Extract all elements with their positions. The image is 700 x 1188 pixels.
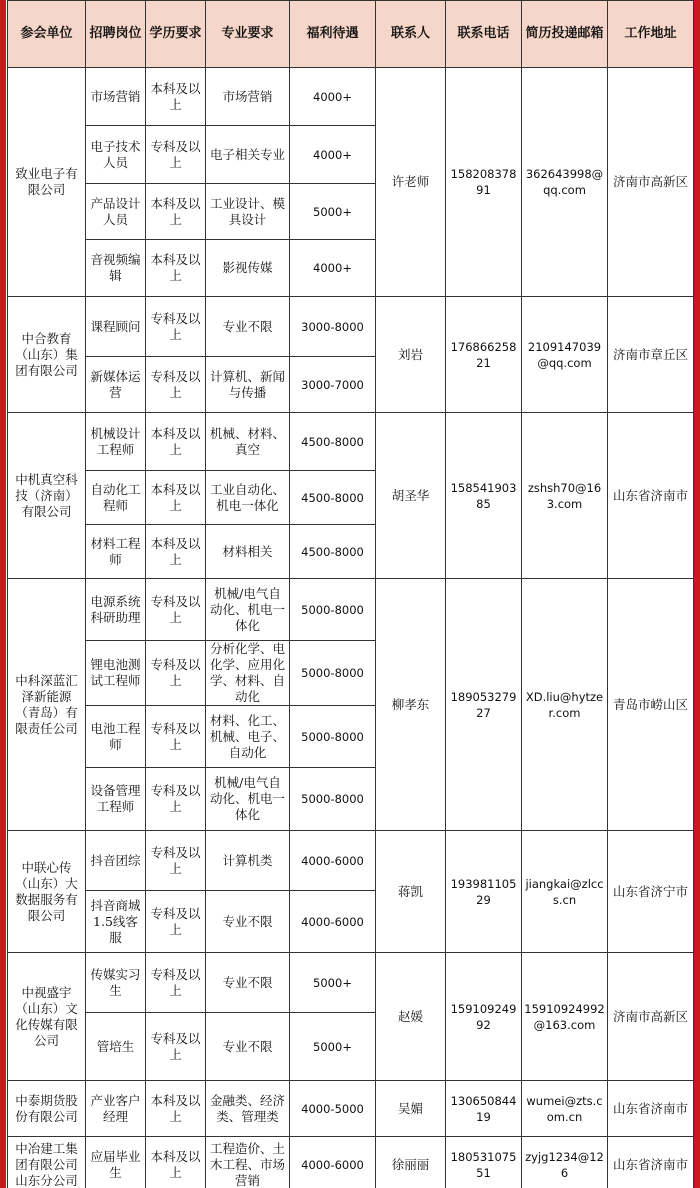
job-education: 专科及以上 [146,126,206,184]
header-major: 专业要求 [206,1,290,68]
job-position: 电子技术人员 [86,126,146,184]
job-salary: 4000+ [290,126,376,184]
resume-email: zyjg1234@126 [522,1137,608,1188]
contact-person: 胡圣华 [376,413,446,579]
header-position: 招聘岗位 [86,1,146,68]
job-position: 传媒实习生 [86,953,146,1013]
job-position: 管培生 [86,1013,146,1081]
job-major: 专业不限 [206,953,290,1013]
job-education: 专科及以上 [146,297,206,357]
table-row [8,68,694,126]
job-salary: 4000+ [290,68,376,126]
job-education: 专科及以上 [146,831,206,891]
job-position: 产业客户经理 [86,1081,146,1137]
job-salary: 4000-6000 [290,891,376,953]
contact-person: 许老师 [376,68,446,297]
contact-phone: 13065084419 [446,1081,522,1137]
job-major: 专业不限 [206,891,290,953]
contact-person: 吴媚 [376,1081,446,1137]
contact-phone: 15820837891 [446,68,522,297]
job-education: 专科及以上 [146,357,206,413]
table-body [8,68,694,1188]
job-major: 工业自动化、机电一体化 [206,471,290,525]
job-education: 专科及以上 [146,579,206,641]
contact-person: 赵媛 [376,953,446,1081]
table-row [8,1081,694,1137]
job-education: 专科及以上 [146,768,206,831]
resume-email: wumei@zts.com.cn [522,1081,608,1137]
work-address: 山东省济南市 [608,1137,694,1188]
contact-person: 柳孝东 [376,579,446,831]
job-major: 机械/电气自动化、机电一体化 [206,579,290,641]
job-position: 自动化工程师 [86,471,146,525]
job-salary: 4000-6000 [290,831,376,891]
work-address: 山东省济宁市 [608,831,694,953]
job-education: 本科及以上 [146,240,206,297]
job-position: 课程顾问 [86,297,146,357]
job-position: 机械设计工程师 [86,413,146,471]
company-name: 中泰期货股份有限公司 [8,1081,86,1137]
job-major: 电子相关专业 [206,126,290,184]
header-phone: 联系电话 [446,1,522,68]
job-major: 影视传媒 [206,240,290,297]
work-address: 济南市高新区 [608,68,694,297]
job-education: 本科及以上 [146,1137,206,1188]
contact-phone: 15910924992 [446,953,522,1081]
contact-phone: 17686625821 [446,297,522,413]
job-salary: 4000+ [290,240,376,297]
job-major: 材料、化工、机械、电子、自动化 [206,706,290,768]
job-salary: 4000-6000 [290,1137,376,1188]
header-address: 工作地址 [608,1,694,68]
job-position: 抖音团综 [86,831,146,891]
contact-person: 刘岩 [376,297,446,413]
job-education: 本科及以上 [146,68,206,126]
job-salary: 4500-8000 [290,413,376,471]
company-name: 中合教育（山东）集团有限公司 [8,297,86,413]
job-position: 电源系统科研助理 [86,579,146,641]
company-name: 中科深蓝汇泽新能源（青岛）有限责任公司 [8,579,86,831]
job-education: 本科及以上 [146,413,206,471]
work-address: 济南市高新区 [608,953,694,1081]
job-major: 材料相关 [206,525,290,579]
job-salary: 5000+ [290,184,376,240]
resume-email: jiangkai@zlccs.cn [522,831,608,953]
contact-person: 蒋凯 [376,831,446,953]
company-name: 中冶建工集团有限公司山东分公司 [8,1137,86,1188]
header-contact: 联系人 [376,1,446,68]
contact-phone: 15854190385 [446,413,522,579]
job-major: 专业不限 [206,1013,290,1081]
table-row [8,1137,694,1188]
header-row [8,1,694,68]
job-position: 材料工程师 [86,525,146,579]
work-address: 青岛市崂山区 [608,579,694,831]
job-position: 市场营销 [86,68,146,126]
contact-phone: 18053107551 [446,1137,522,1188]
job-education: 本科及以上 [146,1081,206,1137]
resume-email: XD.liu@hytzer.com [522,579,608,831]
job-salary: 3000-8000 [290,297,376,357]
job-position: 新媒体运营 [86,357,146,413]
company-name: 中机真空科技（济南）有限公司 [8,413,86,579]
job-major: 分析化学、电化学、应用化学、材料、自动化 [206,641,290,706]
job-education: 专科及以上 [146,641,206,706]
job-education: 专科及以上 [146,706,206,768]
job-education: 专科及以上 [146,891,206,953]
job-position: 应届毕业生 [86,1137,146,1188]
job-position: 电池工程师 [86,706,146,768]
job-major: 金融类、经济类、管理类 [206,1081,290,1137]
header-email: 简历投递邮箱 [522,1,608,68]
table-row [8,297,694,357]
company-name: 致业电子有限公司 [8,68,86,297]
contact-person: 徐丽丽 [376,1137,446,1188]
job-position: 音视频编辑 [86,240,146,297]
job-major: 工程造价、土木工程、市场营销 [206,1137,290,1188]
contact-phone: 19398110529 [446,831,522,953]
work-address: 济南市章丘区 [608,297,694,413]
table-row [8,831,694,891]
job-major: 市场营销 [206,68,290,126]
job-salary: 4500-8000 [290,471,376,525]
job-major: 专业不限 [206,297,290,357]
job-salary: 5000+ [290,953,376,1013]
job-position: 设备管理工程师 [86,768,146,831]
job-salary: 3000-7000 [290,357,376,413]
resume-email: 362643998@qq.com [522,68,608,297]
resume-email: 15910924992@163.com [522,953,608,1081]
job-salary: 5000-8000 [290,579,376,641]
resume-email: 2109147039@qq.com [522,297,608,413]
resume-email: zshsh70@163.com [522,413,608,579]
job-major: 计算机类 [206,831,290,891]
table-row [8,413,694,471]
job-salary: 4500-8000 [290,525,376,579]
job-major: 计算机、新闻与传播 [206,357,290,413]
job-major: 工业设计、模具设计 [206,184,290,240]
job-education: 本科及以上 [146,471,206,525]
header-salary: 福利待遇 [290,1,376,68]
contact-phone: 18905327927 [446,579,522,831]
recruitment-table [7,0,694,1188]
table-row [8,579,694,641]
job-major: 机械/电气自动化、机电一体化 [206,768,290,831]
job-salary: 5000-8000 [290,768,376,831]
work-address: 山东省济南市 [608,1081,694,1137]
job-position: 产品设计人员 [86,184,146,240]
header-education: 学历要求 [146,1,206,68]
job-position: 抖音商城1.5线客服 [86,891,146,953]
job-salary: 5000-8000 [290,641,376,706]
job-major: 机械、材料、真空 [206,413,290,471]
recruitment-sheet [6,0,694,1188]
job-education: 专科及以上 [146,953,206,1013]
job-salary: 5000+ [290,1013,376,1081]
job-position: 锂电池测试工程师 [86,641,146,706]
job-salary: 4000-5000 [290,1081,376,1137]
work-address: 山东省济南市 [608,413,694,579]
job-education: 专科及以上 [146,1013,206,1081]
job-salary: 5000-8000 [290,706,376,768]
header-company: 参会单位 [8,1,86,68]
job-education: 本科及以上 [146,184,206,240]
table-row [8,953,694,1013]
job-education: 本科及以上 [146,525,206,579]
company-name: 中联心传（山东）大数据服务有限公司 [8,831,86,953]
company-name: 中视盛宇（山东）文化传媒有限公司 [8,953,86,1081]
